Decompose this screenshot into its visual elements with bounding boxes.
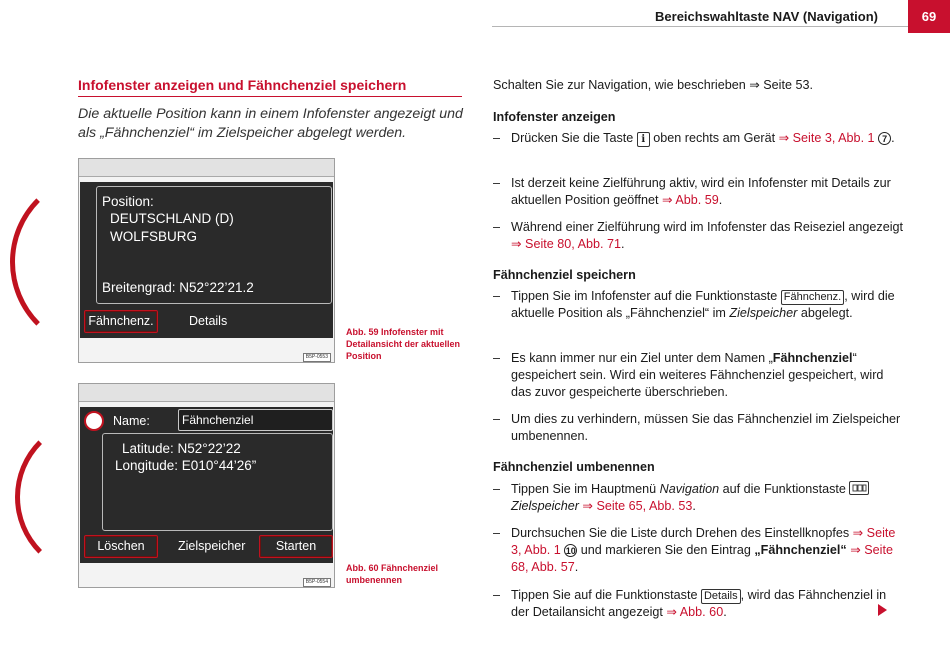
callout-number-icon: 7 bbox=[878, 132, 891, 145]
list-item: – Es kann immer nur ein Ziel unter dem Namen „Fähnchenziel“ gespeichert sein. Wird ein weiteres Fähnchenziel gespeichert, wird das zuvor gespeicherte überschrieben. bbox=[493, 351, 884, 399]
figure-code: B5P-0554 bbox=[303, 578, 331, 587]
figure-ref-link[interactable]: ⇒ Abb. 60 bbox=[666, 605, 724, 619]
list-item: – Drücken Sie die Taste i oben rechts am Gerät ⇒ Seite 3, Abb. 1 7 . bbox=[493, 131, 895, 145]
function-key-label: Fähnchenz. bbox=[781, 290, 844, 305]
next-page-arrow-icon[interactable] bbox=[878, 604, 887, 616]
destination-memory-key-icon bbox=[849, 481, 869, 495]
city-value: WOLFSBURG bbox=[110, 229, 198, 244]
navigation-intro: Schalten Sie zur Navigation, wie beschrieben ⇒ Seite 53. bbox=[493, 78, 813, 92]
intro-ref[interactable]: ⇒ Seite 53 bbox=[749, 78, 810, 92]
page-ref-link[interactable]: ⇒ Seite 68, Abb. 57 bbox=[511, 543, 893, 574]
figure-code: B5P-0553 bbox=[303, 353, 331, 362]
heading-rename-flag-destination: Fähnchenziel umbenennen bbox=[493, 460, 655, 474]
status-circle-icon bbox=[84, 411, 104, 431]
destination-memory-button[interactable]: Zielspeicher bbox=[178, 539, 246, 553]
list-item: – Tippen Sie im Infofenster auf die Funktionstaste Fähnchenz. , wird die aktuelle Position als „Fähnchenziel“ im Zielspeicher abgelegt. bbox=[493, 289, 895, 320]
page-ref-link[interactable]: ⇒ Seite 3, Abb. 1 bbox=[511, 526, 896, 557]
running-header-title: Bereichswahltaste NAV (Navigation) bbox=[655, 9, 878, 24]
heading-save-flag-destination: Fähnchenziel speichern bbox=[493, 268, 636, 282]
section-title: Infofenster anzeigen und Fähnchenziel speichern bbox=[78, 77, 407, 93]
header-rule bbox=[492, 26, 908, 27]
list-item: – Ist derzeit keine Zielführung aktiv, wird ein Infofenster mit Details zur aktuellen Position geöffnet ⇒ Abb. 59. bbox=[493, 176, 891, 207]
list-item: – Um dies zu verhindern, müssen Sie das Fähnchenziel im Zielspeicher umbenennen. bbox=[493, 412, 901, 443]
callout-number-icon: 10 bbox=[565, 546, 576, 556]
flag-destination-button[interactable]: Fähnchenz. bbox=[84, 310, 158, 333]
latitude-value: Breitengrad: N52°22’21.2 bbox=[102, 280, 254, 295]
list-item: – Durchsuchen Sie die Liste durch Drehen des Einstellknopfes ⇒ Seite 3, Abb. 1 10 und markieren Sie den Eintrag „Fähnchenziel“ ⇒ Seite 68, Abb. 57. bbox=[493, 526, 896, 574]
country-value: DEUTSCHLAND (D) bbox=[110, 211, 234, 226]
function-key-label: Details bbox=[701, 589, 741, 604]
info-key-icon: i bbox=[637, 132, 650, 147]
list-item: – Tippen Sie auf die Funktionstaste Details , wird das Fähnchenziel in der Detailansicht angezeigt ⇒ Abb. 60. bbox=[493, 588, 887, 619]
section-intro: Die aktuelle Position kann in einem Infofenster angezeigt und als „Fähnchenziel“ im Zielspeicher abgelegt werden. bbox=[78, 106, 463, 141]
name-label: Name: bbox=[113, 414, 150, 428]
list-item: – Während einer Zielführung wird im Infofenster das Reiseziel angezeigt ⇒ Seite 80, Abb. 71. bbox=[493, 220, 904, 251]
figure-60-caption: Abb. 60 Fähnchenziel umbenennen bbox=[346, 563, 439, 585]
delete-button[interactable]: Löschen bbox=[84, 535, 158, 558]
start-button[interactable]: Starten bbox=[259, 535, 333, 558]
heading-show-info-window: Infofenster anzeigen bbox=[493, 110, 616, 124]
section-rule bbox=[78, 96, 462, 97]
longitude-value: Longitude: E010°44’26” bbox=[115, 458, 257, 473]
figure-59 bbox=[78, 158, 335, 363]
figure-60 bbox=[78, 383, 335, 588]
figure-ref-link[interactable]: ⇒ Abb. 59 bbox=[662, 193, 719, 207]
page-ref-link[interactable]: ⇒ Seite 80, Abb. 71 bbox=[511, 237, 621, 251]
latitude-value: Latitude: N52°22’22 bbox=[122, 441, 241, 456]
figure-top-strip bbox=[79, 384, 334, 402]
position-label: Position: bbox=[102, 194, 154, 209]
page-number: 69 bbox=[908, 0, 950, 33]
figure-59-caption: Abb. 59 Infofenster mit Detailansicht der aktuellen Position bbox=[346, 327, 461, 361]
page-ref-link[interactable]: ⇒ Seite 3, Abb. 1 bbox=[778, 131, 875, 145]
device-screen bbox=[80, 182, 333, 338]
name-input-value: Fähnchenziel bbox=[182, 413, 254, 427]
device-screen bbox=[80, 407, 333, 563]
list-item: – Tippen Sie im Hauptmenü Navigation auf die Funktionstaste Zielspeicher ⇒ Seite 65, Abb. 53. bbox=[493, 481, 906, 515]
name-input[interactable] bbox=[178, 409, 333, 431]
page-ref-link[interactable]: ⇒ Seite 65, Abb. 53 bbox=[582, 499, 693, 513]
details-button[interactable]: Details bbox=[189, 314, 228, 328]
intro-text: Schalten Sie zur Navigation, wie beschrieben bbox=[493, 78, 746, 92]
